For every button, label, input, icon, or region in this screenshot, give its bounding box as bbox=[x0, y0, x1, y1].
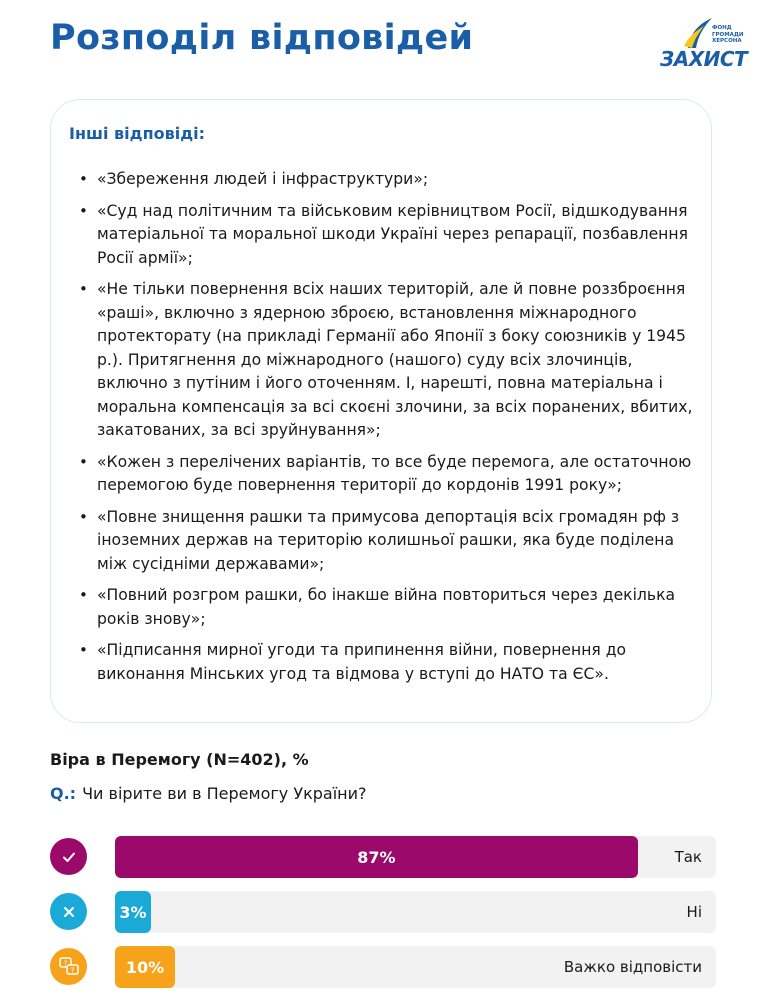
bar-value-label: 87% bbox=[357, 847, 396, 867]
bar-row-yes bbox=[50, 836, 718, 878]
question-prefix: Q.: bbox=[50, 784, 77, 803]
logo-subtitle-line: ХЕРСОНА bbox=[712, 38, 742, 44]
survey-question bbox=[50, 784, 367, 803]
question-text: Чи вірите ви в Перемогу України? bbox=[82, 784, 367, 803]
logo-subtitle-line: ГРОМАДИ bbox=[712, 31, 744, 38]
list-item: • «Кожен з перелічених варіантів, то все буде перемога, але остаточною перемогою буде повернення території до кордонів 1991 року»; bbox=[97, 451, 697, 498]
bar-category-label: Ні bbox=[686, 903, 702, 921]
bar-value-label: 3% bbox=[119, 902, 147, 922]
svg-text:?: ? bbox=[70, 966, 74, 974]
bar-fill bbox=[115, 836, 638, 878]
logo-subtitle-line: ФОНД bbox=[712, 25, 732, 31]
list-item: • «Повне знищення рашки та примусова депортація всіх громадян рф з іноземних держав на територію колишньої рашки, яка буде поділена між сусідніми державами»; bbox=[97, 506, 697, 577]
cross-icon bbox=[50, 893, 87, 930]
logo-name: ЗАХИСТ bbox=[660, 47, 748, 71]
bar-category-label: Важко відповісти bbox=[563, 958, 702, 976]
list-item: • «Збереження людей і інфраструктури»; bbox=[97, 168, 697, 192]
bar-row-hard-to-say bbox=[50, 946, 718, 988]
survey-title: Віра в Перемогу (N=402), % bbox=[50, 750, 309, 769]
list-item: • «Повний розгром рашки, бо інакше війна повториться через декілька років знову»; bbox=[97, 584, 697, 631]
bar-category-label: Так bbox=[674, 848, 702, 866]
svg-text:?: ? bbox=[63, 959, 67, 967]
bar-fill bbox=[115, 946, 175, 988]
check-icon bbox=[50, 838, 87, 875]
other-answers-card bbox=[50, 99, 712, 723]
list-item: • «Не тільки повернення всіх наших територій, але й повне роззброєння «раші», включно з ядерною зброєю, встановлення міжнародного протекторату (на прикладі Германії або Японії з боку союзників у 1945 р.). Притягнення до міжнародного (нашого) суду всіх злочинців, включно з путіним і його оточенням. І, нарешті, повна матеріальна і моральна компенсація за всі скоєні злочини, за всіх поранених, вбитих, закатованих, за всі зруйнування»; bbox=[97, 278, 697, 443]
bar-value-label: 10% bbox=[125, 957, 165, 977]
bar-track bbox=[115, 836, 716, 878]
other-answers-heading: Інші відповіді: bbox=[69, 124, 206, 143]
bar-track bbox=[115, 946, 716, 988]
list-item: • «Суд над політичним та військовим керівництвом Росії, відшкодування матеріальної та моральної шкоди Україні через репарації, позбавлення Росії армії»; bbox=[97, 200, 697, 271]
bar-row-no bbox=[50, 891, 718, 933]
logo-subtitle bbox=[712, 25, 752, 45]
brand-logo bbox=[658, 16, 748, 71]
bar-fill bbox=[115, 891, 151, 933]
bar-track bbox=[115, 891, 716, 933]
other-answers-list bbox=[97, 168, 697, 694]
swoosh-logo-icon bbox=[684, 16, 714, 50]
page-title: Розподіл відповідей bbox=[50, 18, 474, 58]
list-item: • «Підписання мирної угоди та припинення війни, повернення до виконання Мінських угод та відмова у вступі до НАТО та ЄС». bbox=[97, 639, 697, 686]
speech-bubble-question-icon bbox=[50, 948, 87, 985]
